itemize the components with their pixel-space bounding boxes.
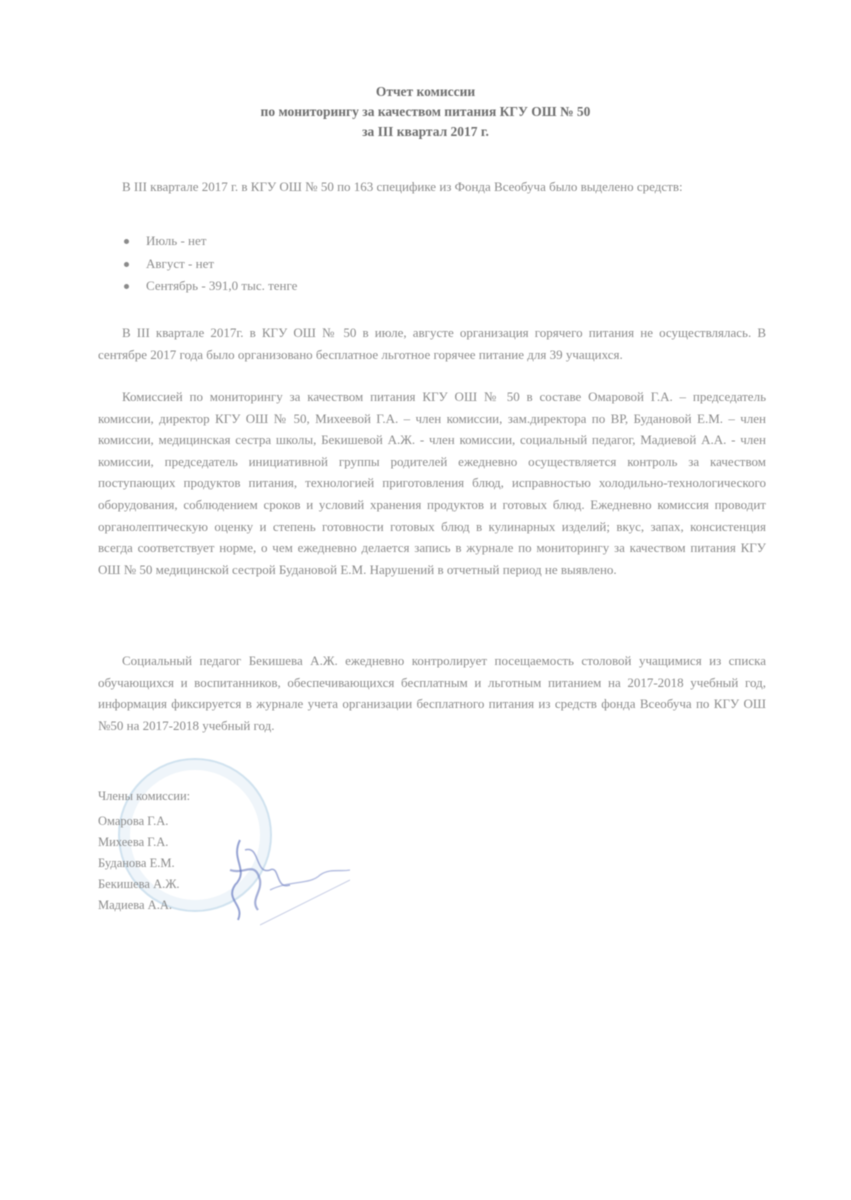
member-name: Бекишева А.Ж. xyxy=(98,877,180,891)
title-line-1: Отчет комиссии xyxy=(375,84,476,99)
paragraph-hot-meals xyxy=(98,322,766,365)
paragraph-commission xyxy=(98,386,766,580)
funding-item-july: Июль - нет xyxy=(122,230,297,253)
member-name: Буданова Е.М. xyxy=(98,856,175,870)
funding-item-august: Август - нет xyxy=(122,253,297,276)
intro-paragraph xyxy=(98,176,766,198)
title-line-3: за III квартал 2017 г. xyxy=(362,124,489,139)
document-title xyxy=(0,82,851,142)
paragraph-2-text: Комиссией по мониторингу за качеством питания КГУ ОШ № 50 в составе Омаровой Г.А. – председатель комиссии, директор КГУ ОШ № 50, Михеевой Г.А. – член комиссии, зам.директора по ВР, Будановой Е.М. – член комиссии, медицинская сестра школы, Бекишевой А.Ж. - член комиссии, социальный педагог, Мадиевой А.А. - член комиссии, председатель инициативной группы родителей ежедневно осуществляется контроль за качеством поступающих продуктов питания, технологией приготовления блюд, исправностью холодильно-технологического оборудования, соблюдением сроков и условий хранения продуктов и готовых блюд. Ежедневно комиссия проводит органолептическую оценку и степень готовности готовых блюд в кулинарных изделий; вкус, запах, консистенция всегда соответствует норме, о чем ежедневно делается запись в журнале по мониторингу за качеством питания КГУ ОШ № 50 медицинской сестрой Будановой Е.М. Нарушений в отчетный период не выявлено. xyxy=(98,389,766,577)
member-name: Мадиева А.А. xyxy=(98,898,172,912)
signature-icon xyxy=(200,830,360,930)
members-heading: Члены комиссии: xyxy=(98,789,191,803)
member-name: Михеева Г.А. xyxy=(98,835,169,849)
intro-text: В III квартале 2017 г. в КГУ ОШ № 50 по 163 специфике из Фонда Всеобуча было выделено средств: xyxy=(122,179,683,194)
paragraph-1-text: В III квартале 2017г. в КГУ ОШ № 50 в июле, августе организация горячего питания не осуществлялась. В сентябре 2017 года было организовано бесплатное льготное горячее питание для 39 учащихся. xyxy=(98,325,766,362)
funding-item-september: Сентябрь - 391,0 тыс. тенге xyxy=(122,275,297,298)
funding-list xyxy=(122,230,297,298)
title-line-2: по мониторингу за качеством питания КГУ ОШ № 50 xyxy=(260,104,591,119)
paragraph-social-pedagogue xyxy=(98,650,766,736)
member-name: Омарова Г.А. xyxy=(98,814,169,828)
paragraph-3-text: Социальный педагог Бекишева А.Ж. ежедневно контролирует посещаемость столовой учащимися из списка обучающихся и воспитанников, обеспечивающихся бесплатным и льготным питанием на 2017-2018 учебный год, информация фиксируется в журнале учета организации бесплатного питания из средств фонда Всеобуча по КГУ ОШ №50 на 2017-2018 учебный год. xyxy=(98,653,766,733)
commission-members xyxy=(98,786,190,916)
